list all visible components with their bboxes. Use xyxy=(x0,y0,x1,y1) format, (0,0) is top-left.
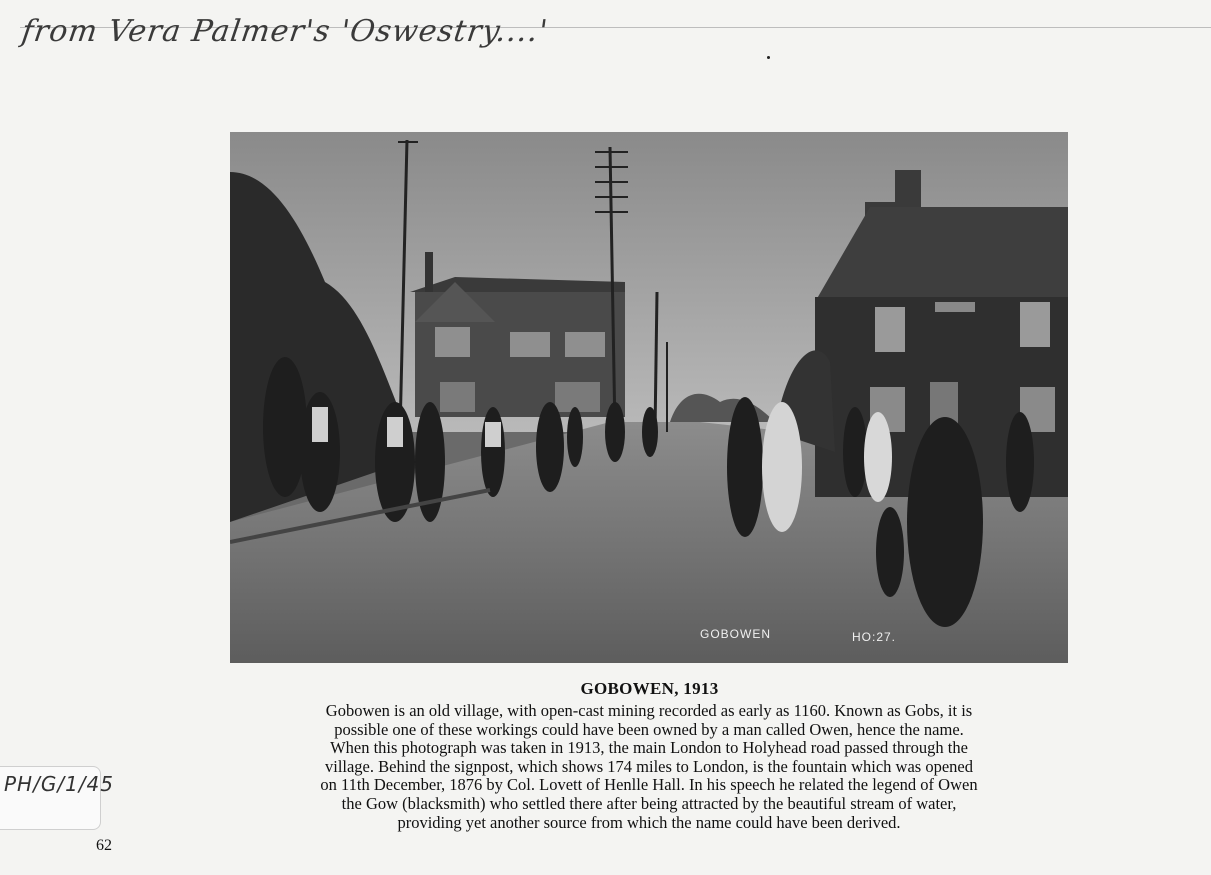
caption-line: possible one of these workings could have been owned by a man called Owen, hence the name. xyxy=(334,719,964,739)
photo-caption-right: HO:27. xyxy=(852,630,897,644)
caption-line: on 11th December, 1876 by Col. Lovett of Henlle Hall. In his speech he related the legend of Owen xyxy=(320,775,978,795)
caption-line: Gobowen is an old village, with open-cast mining recorded as early as 1160. Known as Gobs, it is xyxy=(325,701,973,720)
caption-line: When this photograph was taken in 1913, the main London to Holyhead road passed through the xyxy=(330,738,968,758)
photo-caption-left: GOBOWEN xyxy=(700,627,772,641)
caption-line: providing yet another source from which the name could have been derived. xyxy=(397,812,901,832)
caption-body xyxy=(246,702,1052,832)
caption-line: village. Behind the signpost, which shows 174 miles to London, is the fountain which was opened xyxy=(324,756,973,776)
historic-photograph xyxy=(230,132,1068,663)
page-number: 62 xyxy=(96,837,112,854)
caption-line: the Gow (blacksmith) who settled there after being attracted by the beautiful stream of water, xyxy=(341,793,957,813)
reference-code: PH/G/1/45 xyxy=(4,772,114,796)
ink-dot xyxy=(767,56,770,59)
handwritten-note: from Vera Palmer's 'Oswestry....' xyxy=(19,14,551,49)
caption-title: GOBOWEN, 1913 xyxy=(580,679,719,698)
